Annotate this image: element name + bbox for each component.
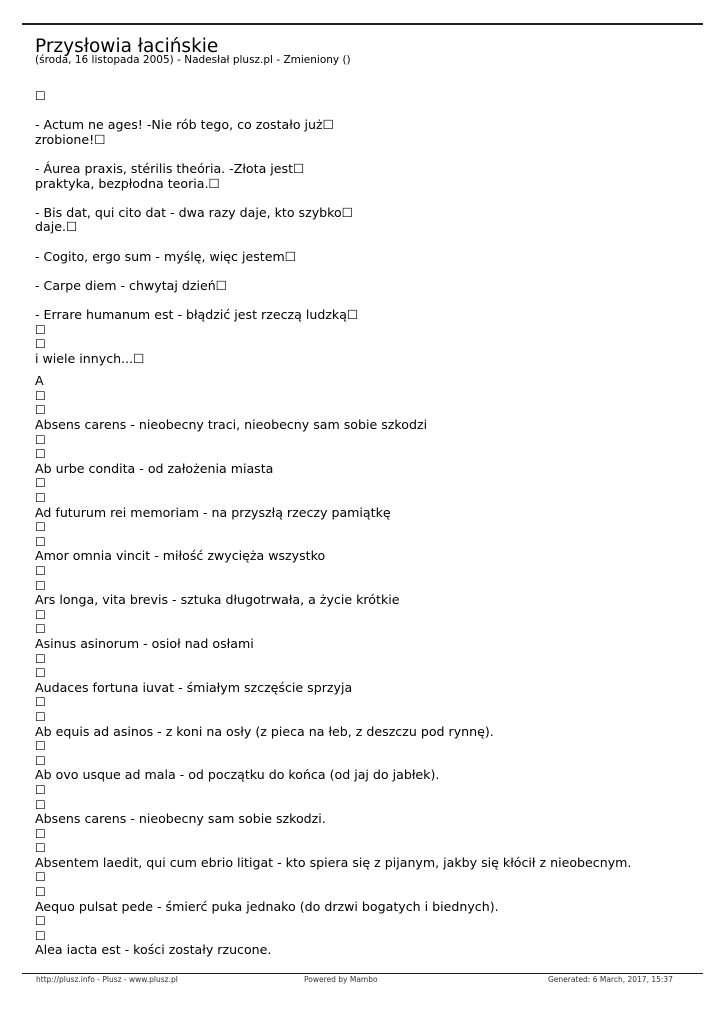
- box-glyph: ☐: [35, 695, 46, 710]
- proverb-line: daje.☐: [35, 219, 78, 235]
- box-glyph: ☐: [35, 520, 46, 535]
- proverb-line: - Cogito, ergo sum - myślę, więc jestem☐: [35, 248, 297, 264]
- box-glyph: ☐: [35, 578, 46, 593]
- box-glyph: ☐: [35, 337, 46, 352]
- proverb-line: Absentem laedit, qui cum ebrio litigat - kto spiera się z pijanym, jakby się kłócił z nieobecnym.: [35, 854, 632, 870]
- proverb-line: Asinus asinorum - osioł nad osłami: [35, 635, 254, 651]
- proverb-line: - Actum ne ages! -Nie rób tego, co zostało już☐: [35, 117, 334, 133]
- proverb-line: zrobione!☐: [35, 131, 106, 147]
- box-glyph: ☐: [35, 782, 46, 797]
- box-glyph: ☐: [35, 607, 46, 622]
- box-glyph: ☐: [35, 564, 46, 578]
- box-glyph: ☐: [35, 476, 46, 491]
- box-glyph: ☐: [35, 432, 46, 447]
- proverb-line: Ars longa, vita brevis - sztuka długotrwała, a życie krótkie: [35, 592, 400, 608]
- proverb-line: - Carpe diem - chwytaj dzień☐: [35, 277, 227, 293]
- footer-generated-date: Generated: 6 March, 2017, 15:37: [548, 975, 673, 984]
- proverb-line: Ad futurum rei memoriam - na przyszłą rzeczy pamiątkę: [35, 504, 391, 520]
- box-glyph: ☐: [35, 928, 46, 943]
- footer-powered-by: Powered by Mambo: [304, 975, 378, 984]
- section-letter: A: [35, 373, 44, 389]
- box-glyph: ☐: [35, 447, 46, 462]
- box-glyph: ☐: [35, 797, 46, 812]
- proverb-line: Ab urbe condita - od założenia miasta: [35, 460, 274, 476]
- proverb-line: Alea iacta est - kości zostały rzucone.: [35, 942, 272, 958]
- box-glyph: ☐: [35, 89, 46, 103]
- box-glyph: ☐: [35, 739, 46, 754]
- more-text: i wiele innych...☐: [35, 350, 145, 366]
- page-title: Przysłowia łacińskie: [35, 36, 219, 57]
- proverb-line: Absens carens - nieobecny sam sobie szkodzi.: [35, 811, 326, 827]
- box-glyph: ☐: [35, 841, 46, 856]
- footer-site-link[interactable]: http://plusz.info - Plusz - www.plusz.pl: [36, 975, 178, 984]
- box-glyph: ☐: [35, 622, 46, 637]
- box-glyph: ☐: [35, 322, 46, 337]
- article-body: [35, 89, 695, 958]
- top-rule: [22, 23, 703, 25]
- box-glyph: ☐: [35, 709, 46, 724]
- box-glyph: ☐: [35, 753, 46, 768]
- box-glyph: ☐: [35, 534, 46, 549]
- proverb-line: - Áurea praxis, stérilis theória. -Złota jest☐: [35, 160, 305, 176]
- proverb-line: Aequo pulsat pede - śmierć puka jednako (do drzwi bogatych i biednych).: [35, 898, 499, 914]
- proverb-line: Ab ovo usque ad mala - od początku do końca (od jaj do jabłek).: [35, 767, 440, 783]
- proverb-line: Audaces fortuna iuvat - śmiałym szczęście sprzyja: [35, 679, 353, 695]
- box-glyph: ☐: [35, 826, 46, 841]
- article-meta: (środa, 16 listopada 2005) - Nadesłał plusz.pl - Zmieniony (): [35, 54, 351, 66]
- box-glyph: ☐: [35, 651, 46, 666]
- box-glyph: ☐: [35, 885, 46, 900]
- box-glyph: ☐: [35, 403, 46, 418]
- box-glyph: ☐: [35, 491, 46, 506]
- proverb-line: - Errare humanum est - błądzić jest rzeczą ludzką☐: [35, 306, 359, 322]
- proverb-line: Absens carens - nieobecny traci, nieobecny sam sobie szkodzi: [35, 417, 428, 433]
- proverb-line: Amor omnia vincit - miłość zwycięża wszystko: [35, 548, 326, 564]
- proverb-line: - Bis dat, qui cito dat - dwa razy daje, kto szybko☐: [35, 204, 353, 220]
- proverb-line: Ab equis ad asinos - z koni na osły (z pieca na łeb, z deszczu pod rynnę).: [35, 723, 494, 739]
- proverb-line: praktyka, bezpłodna teoria.☐: [35, 175, 220, 191]
- box-glyph: ☐: [35, 870, 46, 885]
- box-glyph: ☐: [35, 388, 46, 403]
- box-glyph: ☐: [35, 914, 46, 929]
- box-glyph: ☐: [35, 666, 46, 681]
- footer-rule: [22, 973, 703, 974]
